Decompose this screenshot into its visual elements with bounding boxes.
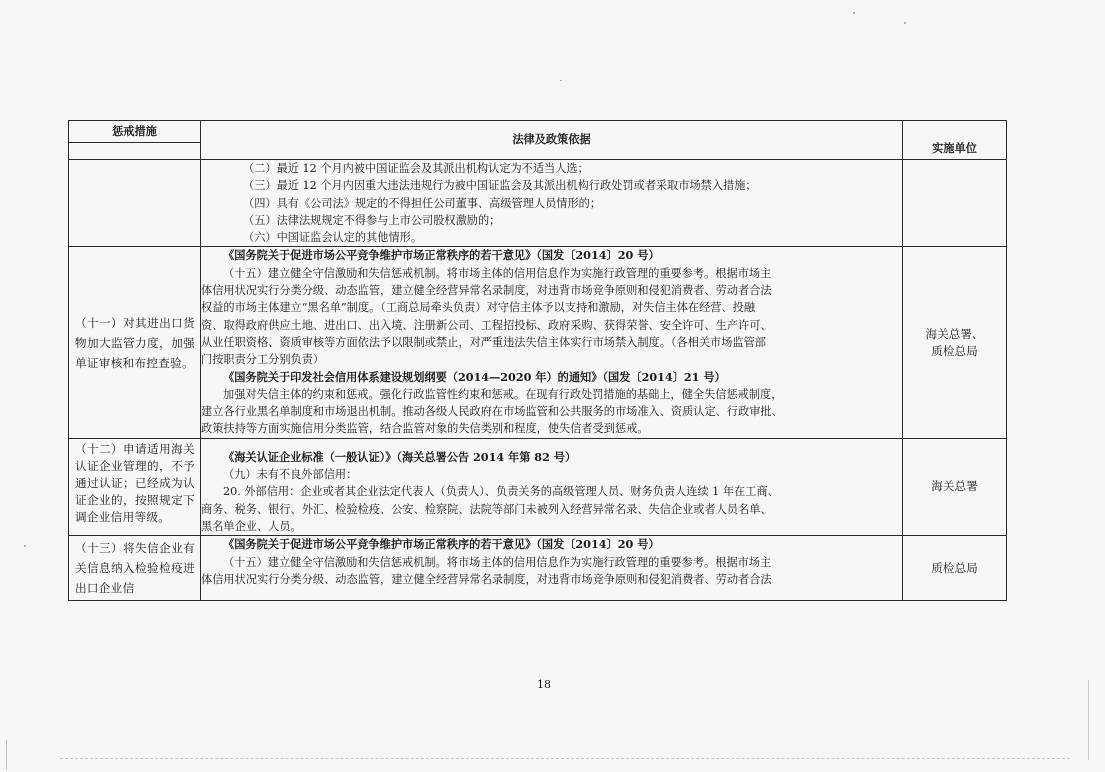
basis-line: 加强对失信主体的约束和惩戒。强化行政监管性约束和惩戒。在现有行政处罚措施的基础上，健全失信惩戒制度，	[223, 387, 783, 401]
scan-speck	[904, 22, 906, 24]
basis-line: 体信用状况实行分类分级、动态监管，建立健全经营异常名录制度，对违背市场竞争原则和侵犯消费者、劳动者合法	[201, 284, 772, 298]
basis-cell	[201, 536, 903, 601]
table-row	[69, 536, 1007, 601]
unit-line: 质检总局	[931, 343, 978, 358]
basis-line: （十五）建立健全守信激励和失信惩戒机制。将市场主体的信用信息作为实施行政管理的重要参考。根据市场主	[223, 555, 772, 569]
policy-title: 《海关认证企业标准（一般认证）》（海关总署公告 2014 年第 82 号）	[223, 449, 577, 464]
unit-cell	[903, 438, 1007, 535]
scan-speck	[24, 545, 26, 547]
basis-line: （四）具有《公司法》规定的不得担任公司董事、高级管理人员情形的；	[243, 196, 602, 210]
scan-edge	[6, 740, 7, 770]
measure-cell	[69, 536, 201, 601]
header-basis-cell	[201, 121, 903, 160]
measure-text: （十一）对其进出口货物加大监管力度，加强单证审核和布控查验。	[75, 315, 195, 370]
header-unit: 实施单位	[932, 140, 977, 155]
basis-line: 20. 外部信用：企业或者其企业法定代表人（负责人）、负责关务的高级管理人员、财务负责人连续 1 年在工商、	[223, 485, 779, 499]
measures-table	[68, 120, 1007, 601]
policy-title: 《国务院关于促进市场公平竞争维护市场正常秩序的若干意见》（国发〔2014〕20 号）	[223, 537, 660, 552]
measure-cell	[69, 438, 201, 535]
unit-cell	[903, 160, 1007, 247]
basis-line: 权益的市场主体建立“黑名单”制度。（工商总局牵头负责）对守信主体予以支持和激励，对失信主体在经营、投融	[201, 301, 756, 315]
scan-edge	[1088, 680, 1089, 760]
basis-line: （六）中国证监会认定的其他情形。	[243, 231, 423, 245]
basis-cell	[201, 247, 903, 438]
basis-line: 从业任职资格、资质审核等方面依法予以限制或禁止，对严重违法失信主体实行市场禁入制度。（各相关市场监管部	[201, 335, 766, 349]
policy-title: 《国务院关于促进市场公平竞争维护市场正常秩序的若干意见》（国发〔2014〕20 号）	[223, 248, 660, 263]
basis-line: （十五）建立健全守信激励和失信惩戒机制。将市场主体的信用信息作为实施行政管理的重要参考。根据市场主	[223, 266, 772, 280]
measure-text: （十二）申请适用海关认证企业管理的，不予通过认证；已经成为认证企业的，按照规定下调企业信用等级。	[75, 441, 195, 524]
unit-line: 质检总局	[931, 560, 978, 575]
basis-line: 资、取得政府供应土地、进出口、出入境、注册新公司、工程招投标、政府采购、获得荣誉、安全许可、生产许可、	[201, 318, 772, 332]
basis-line: 门按职责分工分别负责）	[201, 353, 325, 367]
table-row	[69, 160, 1007, 247]
unit-cell	[903, 247, 1007, 438]
unit-cell	[903, 536, 1007, 601]
policy-title: 《国务院关于印发社会信用体系建设规划纲要（2014—2020 年）的通知》（国发〔2014〕21 号）	[223, 369, 726, 384]
basis-line: 政策扶持等方面实施信用分类监管，结合监管对象的失信类别和程度，使失信者受到惩戒。	[201, 422, 649, 436]
page-number: 18	[537, 678, 551, 691]
basis-line: （九）未有不良外部信用：	[223, 468, 358, 482]
unit-line: 海关总署、	[925, 326, 984, 341]
scan-speck	[560, 80, 562, 81]
header-measure-cell	[69, 121, 201, 160]
basis-cell	[201, 160, 903, 247]
basis-cell	[201, 438, 903, 535]
basis-line: 体信用状况实行分类分级、动态监管，建立健全经营异常名录制度，对违背市场竞争原则和侵犯消费者、劳动者合法	[201, 572, 772, 586]
table-row	[69, 247, 1007, 438]
basis-line: 黑名单企业、人员。	[201, 519, 302, 533]
measure-text: （十三）将失信企业有关信息纳入检验检疫进出口企业信	[75, 541, 195, 596]
basis-line: 商务、税务、银行、外汇、检验检疫、公安、检察院、法院等部门未被列入经营异常名录、失信企业或者人员名单、	[201, 502, 772, 516]
header-measure: 惩戒措施	[112, 123, 157, 138]
measure-cell	[69, 247, 201, 438]
unit-line: 海关总署	[931, 479, 978, 494]
table-header-row	[69, 121, 1007, 160]
basis-line: （二）最近 12 个月内被中国证监会及其派出机构认定为不适当人选；	[243, 162, 589, 175]
header-basis: 法律及政策依据	[512, 132, 591, 147]
basis-line: （五）法律法规规定不得参与上市公司股权激励的；	[243, 213, 501, 227]
basis-line: 建立各行业黑名单制度和市场退出机制。推动各级人民政府在市场监管和公共服务的市场准入、资质认定、行政审批、	[201, 405, 783, 419]
table-row	[69, 438, 1007, 535]
scan-edge	[60, 758, 1070, 759]
header-unit-cell	[903, 121, 1007, 160]
measure-cell	[69, 160, 201, 247]
basis-line: （三）最近 12 个月内因重大违法违规行为被中国证监会及其派出机构行政处罚或者采取市场禁入措施；	[243, 179, 757, 193]
scan-speck	[853, 12, 855, 14]
